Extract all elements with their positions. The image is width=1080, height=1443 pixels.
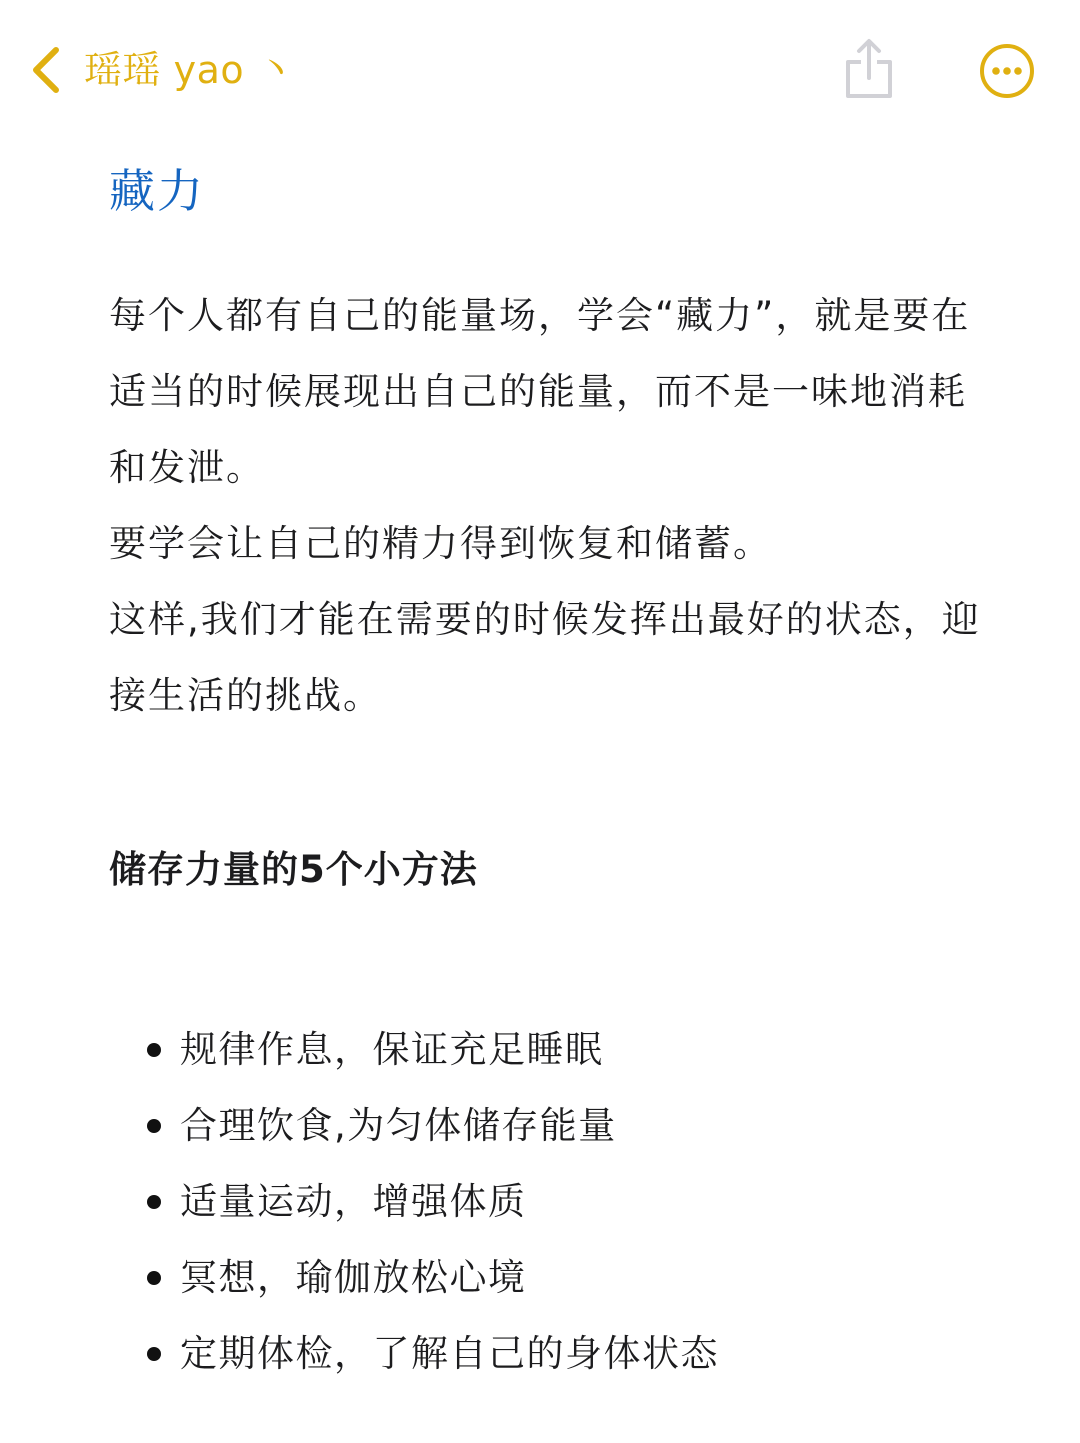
body-paragraph: 这样,我们才能在需要的时候发挥出最好的状态，迎接生活的挑战。 bbox=[109, 598, 981, 717]
bullet-icon bbox=[147, 1119, 161, 1133]
share-button[interactable] bbox=[842, 36, 896, 102]
more-icon bbox=[978, 42, 1036, 100]
section-heading: 储存力量的5个小方法 bbox=[109, 848, 478, 891]
list-item bbox=[109, 1012, 989, 1088]
bullet-icon bbox=[147, 1347, 161, 1361]
back-button-label: 瑶瑶 yao 丶 bbox=[84, 48, 296, 92]
chevron-left-icon bbox=[28, 42, 68, 98]
back-button[interactable] bbox=[28, 42, 295, 98]
list-item-text: 定期体检，了解自己的身体状态 bbox=[180, 1332, 719, 1375]
bullet-icon bbox=[147, 1043, 161, 1057]
list-item bbox=[109, 1240, 989, 1316]
list-item bbox=[109, 1316, 989, 1392]
list-item bbox=[109, 1164, 989, 1240]
body-paragraph: 每个人都有自己的能量场，学会“藏力”，就是要在适当的时候展现出自己的能量，而不是一味地消耗和发泄。 bbox=[109, 294, 971, 489]
bullet-icon bbox=[147, 1271, 161, 1285]
list-item bbox=[109, 1088, 989, 1164]
list-item-text: 适量运动，增强体质 bbox=[180, 1180, 527, 1223]
note-content[interactable] bbox=[109, 150, 989, 1392]
list-item-text: 冥想，瑜伽放松心境 bbox=[180, 1256, 527, 1299]
note-title: 藏力 bbox=[109, 164, 205, 218]
list-item-text: 规律作息，保证充足睡眠 bbox=[180, 1028, 604, 1071]
navigation-bar bbox=[0, 0, 1080, 140]
more-options-button[interactable] bbox=[978, 42, 1036, 100]
methods-list bbox=[109, 1012, 989, 1392]
list-item-text: 合理饮食,为匀体储存能量 bbox=[180, 1104, 617, 1147]
share-icon bbox=[842, 36, 896, 102]
bullet-icon bbox=[147, 1195, 161, 1209]
note-body bbox=[109, 278, 989, 734]
body-paragraph: 要学会让自己的精力得到恢复和储蓄。 bbox=[109, 522, 772, 565]
